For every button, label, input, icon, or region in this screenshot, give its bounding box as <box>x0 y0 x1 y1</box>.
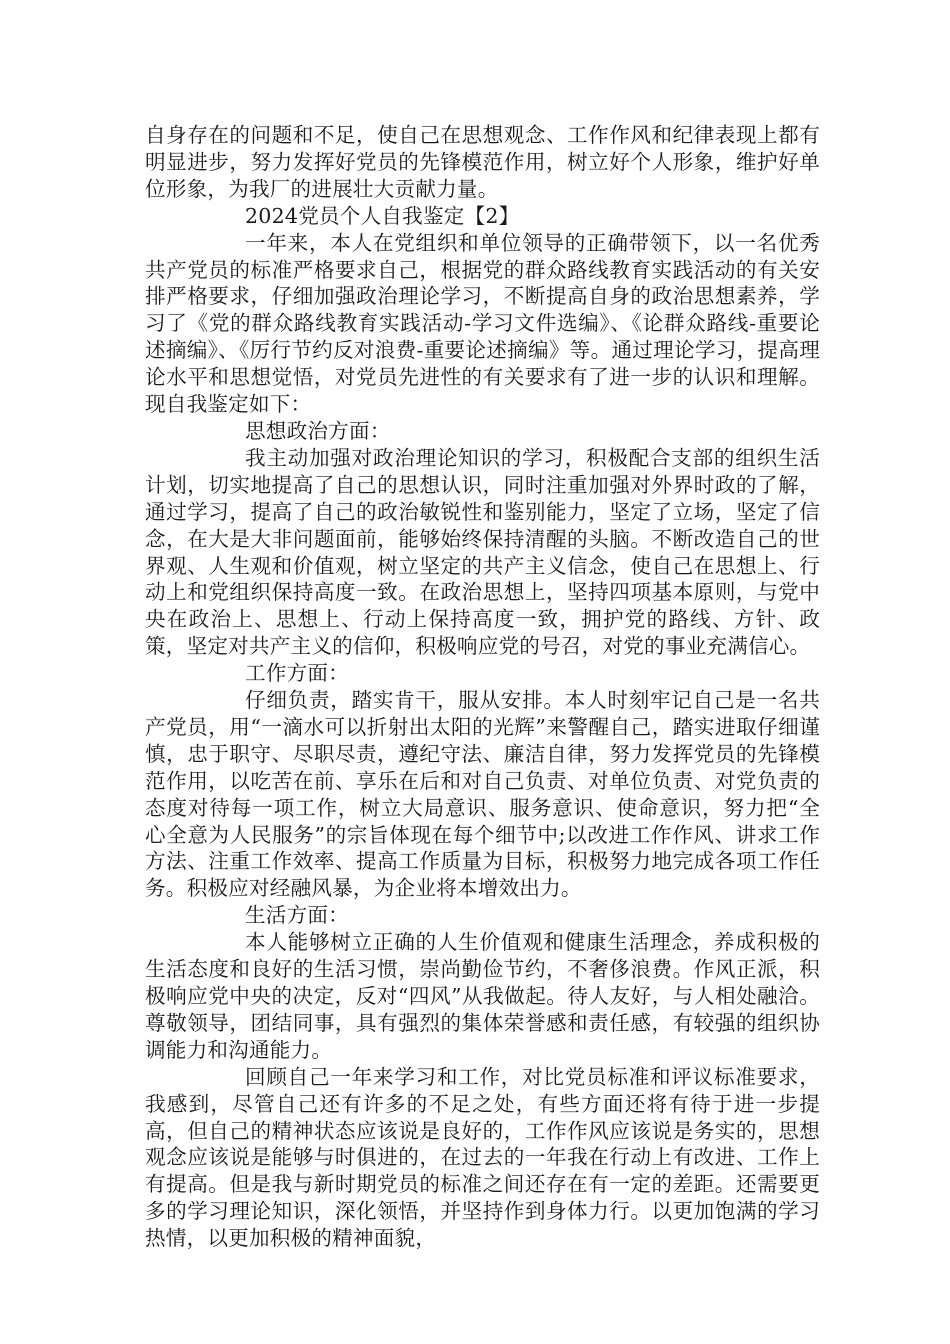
subheading-political: 思想政治方面： <box>245 418 391 443</box>
paragraph-review: 回顾自己一年来学习和工作，对比党员标准和评议标准要求，我感到，尽管自己还有许多的不足之处，有些方面还将有待于进一步提高，但自己的精神状态应该说是良好的，工作作风应该说是务实的，思想观念应该说是能够与时俱进的，在过去的一年我在行动上有改进、工作上有提高。但是我与新时期党员的标准之间还存在有一定的差距。还需要更多的学习理论知识，深化领悟，并坚持作到身体力行。以更加饱满的学习热情，以更加积极的精神面貌， <box>145 1064 820 1251</box>
section-title: 2024党员个人自我鉴定【2】 <box>245 203 520 228</box>
paragraph-work: 仔细负责，踏实肯干，服从安排。本人时刻牢记自己是一名共产党员，用“一滴水可以折射出太阳的光辉”来警醒自己，踏实进取仔细谨慎，忠于职守、尽职尽责，遵纪守法、廉洁自律，努力发挥党员的先锋模范作用，以吃苦在前、享乐在后和对自己负责、对单位负责、对党负责的态度对待每一项工作，树立大局意识、服务意识、使命意识，努力把“全心全意为人民服务”的宗旨体现在每个细节中;以改进工作作风、讲求工作方法、注重工作效率、提高工作质量为目标，积极努力地完成各项工作任务。积极应对经融风暴，为企业将本增效出力。 <box>145 688 820 901</box>
paragraph-intro: 一年来，本人在党组织和单位领导的正确带领下，以一名优秀共产党员的标准严格要求自己，根据党的群众路线教育实践活动的有关安排严格要求，仔细加强政治理论学习，不断提高自身的政治思想素养，学习了《党的群众路线教育实践活动-学习文件选编》、《论群众路线-重要论述摘编》、《厉行节约反对浪费-重要论述摘编》等。通过理论学习，提高理论水平和思想觉悟，对党员先进性的有关要求有了进一步的认识和理解。现自我鉴定如下： <box>145 230 820 417</box>
subheading-life: 生活方面： <box>245 903 349 928</box>
paragraph-political: 我主动加强对政治理论知识的学习，积极配合支部的组织生活计划，切实地提高了自己的思想认识，同时注重加强对外界时政的了解，通过学习，提高了自己的政治敏锐性和鉴别能力，坚定了立场，坚定了信念，在大是大非问题面前，能够始终保持清醒的头脑。不断改造自己的世界观、人生观和价值观，树立坚定的共产主义信念，使自己在思想上、行动上和党组织保持高度一致。在政治思想上，坚持四项基本原则，与党中央在政治上、思想上、行动上保持高度一致，拥护党的路线、方针、政策，坚定对共产主义的信仰，积极响应党的号召，对党的事业充满信心。 <box>145 445 820 659</box>
document-body <box>145 122 820 1252</box>
subheading-work: 工作方面： <box>245 661 349 686</box>
paragraph-life: 本人能够树立正确的人生价值观和健康生活理念，养成积极的生活态度和良好的生活习惯，崇尚勤俭节约，不奢侈浪费。作风正派，积极响应党中央的决定，反对“四风”从我做起。待人友好，与人相处融洽。尊敬领导，团结同事，具有强烈的集体荣誉感和责任感，有较强的组织协调能力和沟通能力。 <box>145 930 820 1062</box>
paragraph-continuation: 自身存在的问题和不足，使自己在思想观念、工作作风和纪律表现上都有明显进步，努力发挥好党员的先锋模范作用，树立好个人形象，维护好单位形象，为我厂的进展壮大贡献力量。 <box>145 123 820 201</box>
